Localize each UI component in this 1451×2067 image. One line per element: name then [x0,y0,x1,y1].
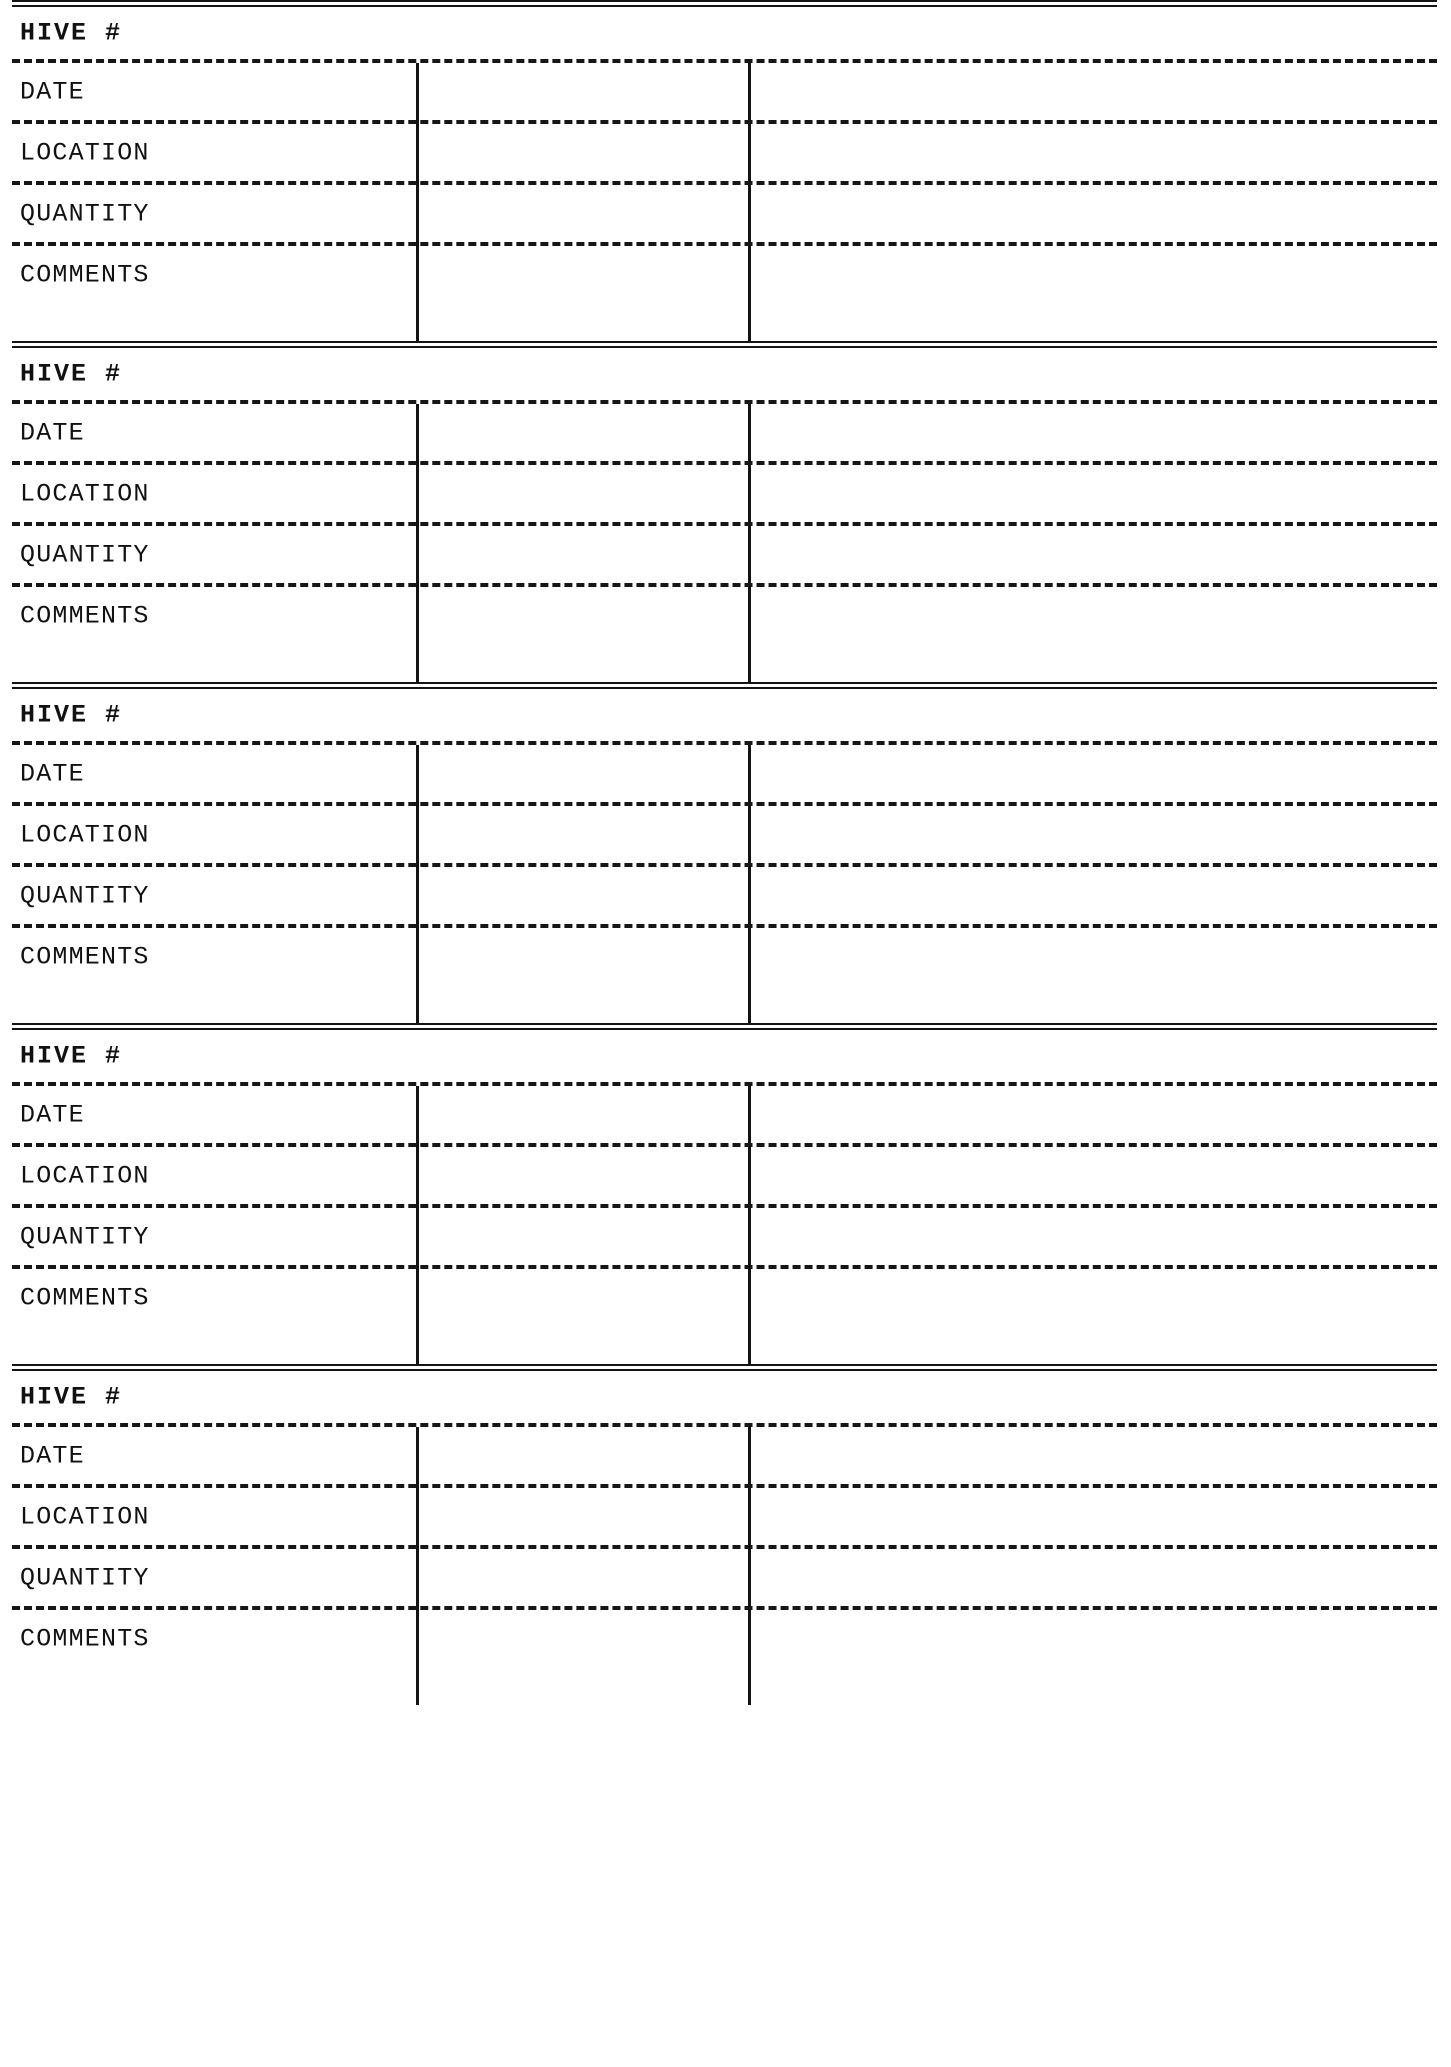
quantity-label: QUANTITY [20,1563,150,1592]
field-row-location[interactable] [8,806,1443,863]
hive-block-1 [8,7,1443,341]
date-label: DATE [20,759,85,788]
date-label: DATE [20,1441,85,1470]
hive-block-2 [8,348,1443,682]
location-label: LOCATION [20,820,150,849]
hive-number-row[interactable] [8,348,1443,400]
hive-block-2-fields [8,404,1443,682]
field-row-quantity[interactable] [8,526,1443,583]
comments-writing-area[interactable] [8,303,1443,341]
hive-block-4-fields [8,1086,1443,1364]
hive-number-label: HIVE # [20,18,123,48]
field-row-quantity[interactable] [8,1549,1443,1606]
hive-number-row[interactable] [8,1030,1443,1082]
comments-label: COMMENTS [20,942,150,971]
hive-number-label: HIVE # [20,700,123,730]
comments-writing-area[interactable] [8,985,1443,1023]
field-row-date[interactable] [8,404,1443,461]
field-row-date[interactable] [8,1086,1443,1143]
hive-block-1-fields [8,63,1443,341]
field-row-location[interactable] [8,465,1443,522]
location-label: LOCATION [20,479,150,508]
quantity-label: QUANTITY [20,881,150,910]
comments-label: COMMENTS [20,601,150,630]
field-row-comments[interactable] [8,1610,1443,1667]
hive-block-3-fields [8,745,1443,1023]
date-label: DATE [20,1100,85,1129]
quantity-label: QUANTITY [20,199,150,228]
comments-writing-area[interactable] [8,1326,1443,1364]
field-row-date[interactable] [8,63,1443,120]
date-label: DATE [20,77,85,106]
field-row-comments[interactable] [8,1269,1443,1326]
hive-number-label: HIVE # [20,1041,123,1071]
hive-block-4 [8,1030,1443,1364]
block-top-double-rule [8,0,1443,7]
comments-label: COMMENTS [20,1283,150,1312]
location-label: LOCATION [20,1502,150,1531]
field-row-comments[interactable] [8,928,1443,985]
field-row-location[interactable] [8,124,1443,181]
hive-block-3 [8,689,1443,1023]
block-top-double-rule [8,341,1443,348]
field-row-comments[interactable] [8,246,1443,303]
field-row-location[interactable] [8,1488,1443,1545]
field-row-location[interactable] [8,1147,1443,1204]
location-label: LOCATION [20,1161,150,1190]
date-label: DATE [20,418,85,447]
location-label: LOCATION [20,138,150,167]
hive-number-row[interactable] [8,689,1443,741]
hive-number-label: HIVE # [20,359,123,389]
field-row-date[interactable] [8,1427,1443,1484]
quantity-label: QUANTITY [20,1222,150,1251]
hive-number-row[interactable] [8,1371,1443,1423]
quantity-label: QUANTITY [20,540,150,569]
block-top-double-rule [8,1023,1443,1030]
field-row-quantity[interactable] [8,185,1443,242]
hive-block-5 [8,1371,1443,1705]
field-row-date[interactable] [8,745,1443,802]
comments-label: COMMENTS [20,1624,150,1653]
block-top-double-rule [8,682,1443,689]
comments-writing-area[interactable] [8,644,1443,682]
field-row-quantity[interactable] [8,867,1443,924]
hive-number-label: HIVE # [20,1382,123,1412]
comments-writing-area[interactable] [8,1667,1443,1705]
hive-block-5-fields [8,1427,1443,1705]
hive-number-row[interactable] [8,7,1443,59]
block-top-double-rule [8,1364,1443,1371]
comments-label: COMMENTS [20,260,150,289]
field-row-comments[interactable] [8,587,1443,644]
field-row-quantity[interactable] [8,1208,1443,1265]
